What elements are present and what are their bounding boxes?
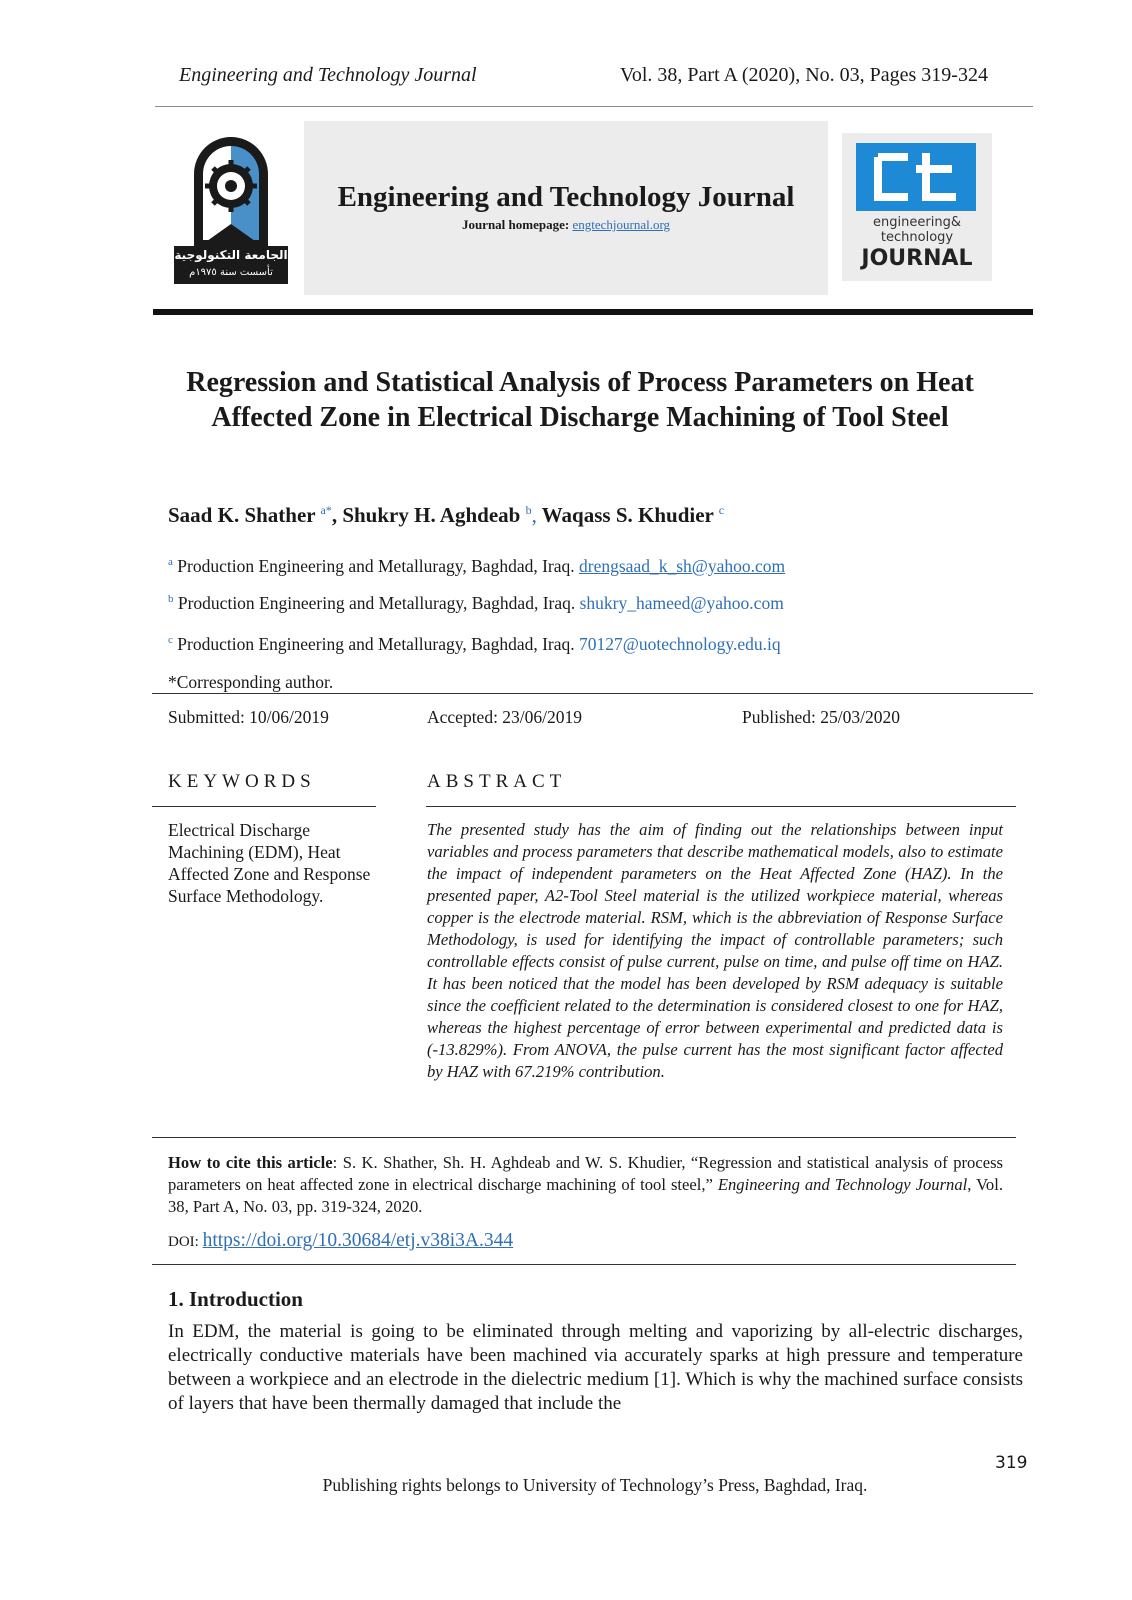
journal-logo-line3: JOURNAL: [861, 246, 973, 271]
affiliation-mark: a: [168, 556, 173, 569]
keywords-heading: KEYWORDS: [168, 771, 316, 792]
university-logo-year: تأسست سنة ١٩٧٥م: [189, 267, 273, 278]
cite-text: : S. K. Shather, Sh. H. Aghdeab and W. S. Khudier, “Regression and statistical analysis of process parameters on heat affected zone in electrical discharge machining of tool steel,”: [168, 1153, 1003, 1194]
submitted-date: Submitted: 10/06/2019: [168, 707, 329, 727]
doi-label: DOI:: [168, 1234, 199, 1250]
cite-text-end: , Vol. 38, Part A, No. 03, pp. 319-324, 2020.: [168, 1175, 1003, 1216]
affiliation-email[interactable]: shukry_hameed@yahoo.com: [579, 593, 784, 613]
banner-homepage: [304, 217, 828, 233]
journal-logo-emblem: [856, 143, 976, 211]
abstract-text: The presented study has the aim of finding out the relationships between input variables and process parameters that describe mathematical models, also to estimate the impact of independent parameters on the Heat Affected Zone (HAZ). In the presented paper, A2-Tool Steel material is the utilized workpiece material, whereas copper is the electrode material. RSM, which is the abbreviation of Response Surface Methodology, is used for identifying the impact of controllable parameters; such controllable effects consist of pulse current, pulse on time, and pulse off time on HAZ. It has been noticed that the model has been developed by RSM adequacy is suitable since the coefficient related to the determination is considered closest to one for HAZ, whereas the highest percentage of error between experimental and predicted data is (-13.829%). From ANOVA, the pulse current has the most significant factor affected by HAZ with 67.219% contribution.: [427, 820, 1003, 1081]
published-date: Published: 25/03/2020: [742, 707, 900, 727]
affiliation-email[interactable]: drengsaad_k_sh@yahoo.com: [579, 556, 786, 576]
abstract-bottom-rule: [152, 1137, 1016, 1138]
affiliation-text: Production Engineering and Metalluragy, Baghdad, Iraq.: [177, 556, 575, 576]
header-thick-bar: [153, 309, 1033, 315]
author-mark: b: [525, 503, 532, 517]
university-logo: [170, 128, 292, 288]
affiliation-mark: b: [168, 593, 174, 606]
cite-journal: Engineering and Technology Journal: [717, 1175, 968, 1194]
affiliation-text: Production Engineering and Metalluragy, Baghdad, Iraq.: [177, 593, 576, 613]
running-header-volume: Vol. 38, Part A (2020), No. 03, Pages 319-324: [620, 64, 988, 86]
banner-journal-title: Engineering and Technology Journal: [337, 181, 795, 213]
corresponding-author-note: *Corresponding author.: [168, 672, 334, 692]
keywords-text: Electrical Discharge Machining (EDM), Heat Affected Zone and Response Surface Methodology.: [168, 820, 371, 906]
publishing-rights: Publishing rights belongs to University of Technology’s Press, Baghdad, Iraq.: [322, 1475, 868, 1495]
journal-logo-line1: engineering&: [873, 215, 961, 230]
affiliation-text: Production Engineering and Metalluragy, Baghdad, Iraq.: [177, 634, 575, 654]
affiliation-mark: c: [168, 634, 173, 647]
author-name: Waqass S. Khudier: [541, 503, 714, 527]
author-mark: c: [718, 503, 725, 517]
journal-logo: [842, 133, 992, 281]
introduction-heading: 1. Introduction: [168, 1287, 303, 1311]
author-name: Shukry H. Aghdeab: [342, 503, 521, 527]
author-mark: a*: [320, 503, 332, 517]
affiliation-item: [168, 593, 784, 614]
homepage-link[interactable]: engtechjournal.org: [572, 217, 671, 232]
doi-line: [168, 1230, 513, 1252]
journal-logo-line2: technology: [880, 230, 954, 245]
running-header-journal: Engineering and Technology Journal: [179, 64, 477, 86]
keywords-rule: [152, 806, 376, 807]
journal-banner: [304, 121, 828, 295]
dates-top-rule: [152, 693, 1033, 694]
page-number: 319: [995, 1453, 1028, 1473]
doi-link[interactable]: https://doi.org/10.30684/etj.v38i3A.344: [202, 1230, 514, 1251]
university-logo-text: الجامعة التكنولوجية: [174, 248, 288, 262]
affiliation-item: [168, 634, 781, 655]
how-to-cite: [168, 1152, 1003, 1218]
abstract-rule: [426, 806, 1016, 807]
accepted-date: Accepted: 23/06/2019: [427, 707, 583, 727]
header-rule: [155, 106, 1033, 107]
homepage-label: Journal homepage:: [461, 217, 570, 232]
affiliation-email[interactable]: 70127@uotechnology.edu.iq: [579, 634, 781, 654]
cite-label: How to cite this article: [168, 1153, 333, 1172]
author-list: Saad K. Shather $^{a*}$, Shukry H. Aghdeab $^b$, Waqass S. Khudier $^c$: [168, 503, 725, 527]
cite-bottom-rule: [152, 1264, 1016, 1265]
affiliation-item: [168, 556, 785, 577]
paper-title: Regression and Statistical Analysis of Process Parameters on Heat Affected Zone in Electrical Discharge Machining of Tool Steel: [186, 367, 974, 433]
abstract-heading: ABSTRACT: [427, 771, 567, 792]
author-name: Saad K. Shather: [168, 503, 316, 527]
introduction-text: In EDM, the material is going to be eliminated through melting and vaporizing by all-electric discharges, electrically conductive materials have been machined via accurately sparks at high pressure and temperature between a workpiece and an electrode in the dielectric medium [1]. Which is why the machined surface consists of layers that have been thermally damaged that include the: [168, 1321, 1023, 1414]
